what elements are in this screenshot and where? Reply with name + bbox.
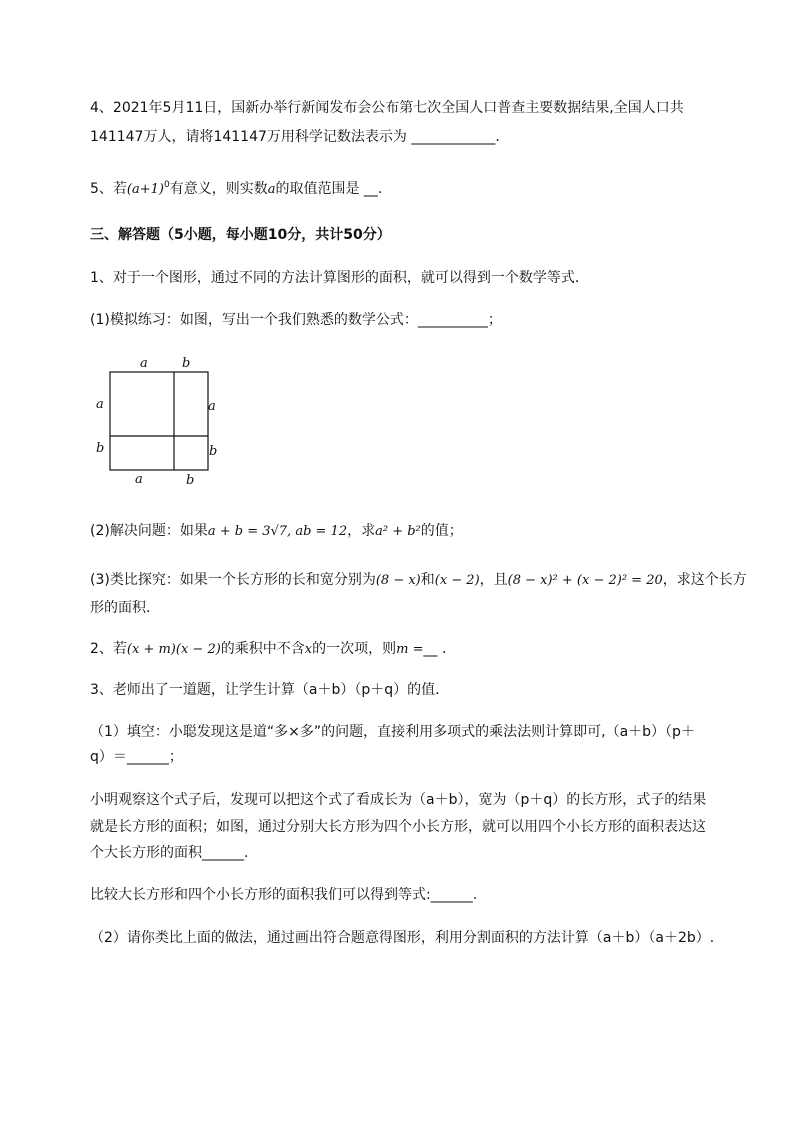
p3-ming-line2: 就是长方形的面积；如图，通过分别大长方形为四个小长方形，就可以用四个小长方形的面积表达这	[90, 819, 706, 835]
label-bottom-a: a	[135, 472, 143, 487]
q5-middle: 有意义，则实数	[169, 181, 268, 197]
q5-exponent: 0	[163, 180, 170, 190]
p1-part3-suffix: ，求这个长方	[662, 572, 747, 588]
p1-part2-expr2: a² + b²	[375, 524, 421, 539]
label-top-b: b	[182, 356, 191, 371]
q5-expr: (a+1)	[126, 182, 164, 197]
p3-intro: 3、老师出了一道题，让学生计算（a＋b）（p＋q）的值．	[90, 682, 450, 698]
label-left-a: a	[96, 397, 104, 412]
p1-part2-middle: ，求	[347, 523, 376, 539]
p3-part2: （2）请你类比上面的做法，通过画出符合题意得图形，利用分割面积的方法计算（a＋b）（a＋2b）.	[90, 930, 715, 946]
label-right-a: a	[208, 399, 216, 414]
p1-part3-mid: ，且	[479, 572, 508, 588]
p1-part2-expr: a + b = 3√7, ab = 12	[207, 524, 348, 539]
p1-part3-expr2: (x − 2)	[434, 573, 480, 588]
q5-var: a	[267, 182, 276, 197]
p1-part3-line2: 形的面积．	[90, 600, 160, 616]
q4-line1: 4、2021年5月11日，国新办举行新闻发布会公布第七次全国人口普查主要数据结果,全国人口共	[90, 100, 684, 116]
p1-part3-expr1: (8 − x)	[375, 573, 421, 588]
label-right-b: b	[209, 444, 218, 459]
p2-prefix: 2、若	[90, 641, 127, 657]
q4-line2: 141147万人，请将141147万用科学记数法表示为 ____________.	[90, 129, 500, 145]
p3-ming-line1: 小明观察这个式子后，发现可以把这个式了看成长为（a＋b），宽为（p＋q）的长方形，式子的结果	[90, 792, 707, 808]
p1-part3-and: 和	[420, 572, 435, 588]
p1-part3-expr3: (8 − x)² + (x − 2)² = 20	[507, 573, 663, 588]
p2-expr: (x + m)(x − 2)	[126, 642, 221, 657]
label-left-b: b	[96, 441, 105, 456]
p3-ming-line3: 个大长方形的面积______.	[90, 845, 249, 861]
outer-square	[110, 372, 208, 470]
p1-part3-prefix: (3)类比探究：如果一个长方形的长和宽分别为	[90, 572, 376, 588]
p3-compare: 比较大长方形和四个小长方形的面积我们可以得到等式:______.	[90, 887, 478, 903]
section-title: 三、解答题（5小题，每小题10分，共计50分）	[90, 227, 391, 243]
q5-line	[90, 175, 382, 200]
p1-intro: 1、对于一个图形，通过不同的方法计算图形的面积，就可以得到一个数学等式．	[90, 270, 589, 286]
label-top-a: a	[140, 356, 148, 371]
p2-middle2: 的一次项，则	[312, 641, 397, 657]
q5-suffix: 的取值范围是 __.	[275, 181, 383, 197]
p2-middle: 的乘积中不含	[220, 641, 305, 657]
p3-fill-line1: （1）填空：小聪发现这是道“多×多”的问题，直接利用多项式的乘法法则计算即可,（a＋b）（p＋	[90, 724, 695, 740]
p2-line	[90, 639, 446, 660]
p1-part2-suffix: 的值；	[420, 523, 463, 539]
p1-part2-prefix: (2)解决问题：如果	[90, 523, 208, 539]
label-bottom-b: b	[186, 473, 195, 488]
p1-part3-line1	[90, 570, 747, 591]
p2-var2: m =	[396, 642, 424, 657]
square-diagram	[90, 352, 230, 492]
p2-suffix: __ .	[423, 641, 447, 657]
p1-part2	[90, 521, 463, 542]
p1-part1: (1)模拟练习：如图，写出一个我们熟悉的数学公式：__________；	[90, 312, 502, 328]
p3-fill-line2: q）＝______；	[90, 749, 183, 765]
q5-prefix: 5、若	[90, 181, 127, 197]
p2-var: x	[304, 642, 313, 657]
